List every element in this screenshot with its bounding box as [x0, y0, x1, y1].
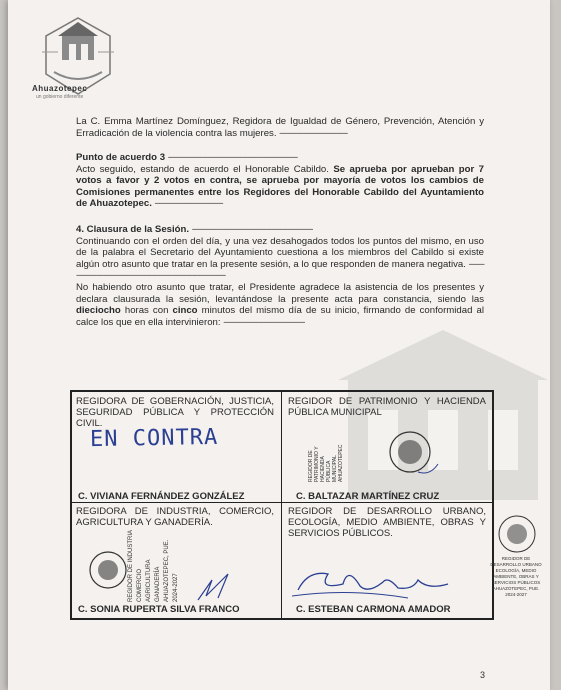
svg-text:REGIDOR DE INDUSTRIACOMERCIOAG: REGIDOR DE INDUSTRIA COMERCIO AGRICULTURA GANADERÍA AHUAZOTEPEC, PUE. 2024-2027	[128, 530, 179, 602]
signer-role: REGIDOR DE PATRIMONIO Y HACIENDA PÚBLICA MUNICIPAL	[288, 396, 486, 418]
signer-name: C. SONIA RUPERTA SILVA FRANCO	[78, 604, 240, 615]
paragraph-text: La C. Emma Martínez Domínguez, Regidora de Igualdad de Género, Prevención, Atención y Erradicación de la violencia contra las mujeres.	[76, 116, 484, 139]
signer-name: C. BALTAZAR MARTÍNEZ CRUZ	[296, 491, 440, 502]
section-heading: Punto de acuerdo 3	[76, 152, 166, 163]
handwritten-signature	[288, 560, 458, 604]
section-heading: 4. Clausura de la Sesión.	[76, 224, 190, 235]
stamp-text: REGIDOR DE PATRIMONIO Y HACIENDA PÚBLICA MUNICIPAL AHUAZOTEPEC	[308, 444, 344, 482]
official-stamp	[300, 424, 440, 486]
paragraph-bold-text: Se aprueba por aprueban por 7 votos a favor y 2 votos en contra, se aprueba por mayoría de votos los cambios de Comisiones permanentes entre los Regidores del Honorable Cabildo del Ayuntamiento de Ahuazotepec.	[76, 163, 485, 210]
signer-role: REGIDORA DE INDUSTRIA, COMERCIO, AGRICULTURA Y GANADERÍA.	[76, 506, 274, 528]
official-stamp	[88, 530, 278, 606]
dash-filler: -------------------------------------	[223, 316, 305, 328]
paragraph-text: No habiendo otro asunto que tratar, el Presidente agradece la asistencia de los presentes y declara clausurada la sesión, levantándose la presente acta para constancia, siendo las	[76, 282, 484, 305]
paragraph-text: Acto seguido, estando de acuerdo el Honorable Cabildo.	[76, 163, 329, 175]
signer-name: C. ESTEBAN CARMONA AMADOR	[296, 604, 451, 615]
paragraph-punto-3	[76, 152, 484, 210]
side-seal	[494, 514, 540, 554]
dash-filler: -------------------------------	[154, 198, 223, 210]
page-number: 3	[480, 670, 486, 680]
paragraph-text: minutos del mismo día de su inicio, firmando de conformidad al calce los que en ella intervinieron:	[76, 305, 484, 328]
signer-role: REGIDORA DE GOBERNACIÓN, JUSTICIA, SEGURIDAD PÚBLICA Y PROTECCIÓN CIVIL.	[76, 396, 274, 429]
paragraph-text: horas con	[124, 305, 169, 317]
side-stamp-text: REGIDOR DE DESARROLLO URBANO ECOLOGÍA, MEDIO AMBIENTE, OBRAS Y SERVICIOS PÚBLICOS AHUAZOTEPEC, PUE. 2024-2027	[490, 556, 542, 597]
logo-subtext: un gobierno diferente	[36, 94, 84, 100]
signer-role: REGIDOR DE DESARROLLO URBANO, ECOLOGÍA, MEDIO AMBIENTE, OBRAS Y SERVICIOS PÚBLICOS.	[288, 506, 486, 539]
dash-filler: -------------------------------------------------------	[191, 224, 313, 235]
paragraph-cierre	[76, 282, 484, 328]
signer-name: C. VIVIANA FERNÁNDEZ GONZÁLEZ	[78, 491, 245, 502]
paragraph-text: Continuando con el orden del día, y una vez desahogados todos los puntos del mismo, en uso de la palabra el Secretario del Ayuntamiento cuestiona a los miembros del Cabildo si existe algún otro asunto que tratar en la presente sesión, a lo que responden de manera negativa.	[76, 235, 484, 270]
paragraph-bold-text: cinco	[172, 305, 198, 317]
paragraph-emma	[76, 116, 484, 139]
paragraph-bold-text: dieciocho	[76, 305, 121, 317]
dash-filler: -------------------------------	[279, 127, 348, 139]
handwritten-vote: EN CONTRA	[89, 424, 219, 453]
logo-text: Ahuazotepec	[32, 84, 88, 93]
paragraph-clausura	[76, 224, 484, 282]
document-page	[8, 0, 550, 690]
dash-filler: ---------------------------------------------------------------------------	[76, 258, 484, 282]
dash-filler: -----------------------------------------------------------	[167, 152, 298, 163]
